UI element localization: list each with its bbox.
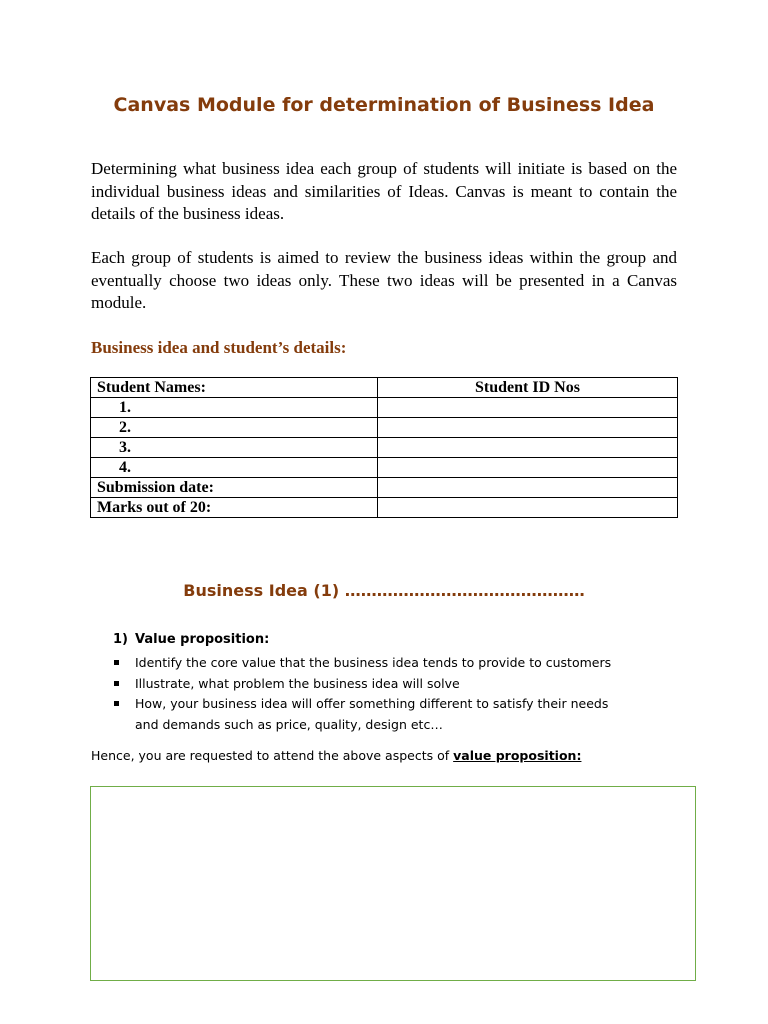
- business-idea-heading: Business Idea (1) ………………………………………: [183, 581, 585, 600]
- submission-date-cell[interactable]: [378, 478, 678, 498]
- row-label: 1.: [91, 398, 378, 418]
- submission-date-label: Submission date:: [91, 478, 378, 498]
- table-row: [91, 418, 678, 438]
- value-proposition-emphasis: value proposition:: [453, 748, 582, 763]
- value-proposition-answer-box[interactable]: [90, 786, 696, 981]
- table-row: [91, 438, 678, 458]
- intro-paragraph-2: Each group of students is aimed to review the business ideas within the group and eventually choose two ideas only. These two ideas will be presented in a Canvas module.: [91, 248, 677, 312]
- page-title: Canvas Module for determination of Business Idea: [113, 94, 655, 116]
- list-item: How, your business idea will offer something different to satisfy their needs and demands such as price, quality, design etc…: [113, 694, 633, 735]
- intro-paragraph-1: Determining what business idea each group of students will initiate is based on the individual business ideas and similarities of Ideas. Canvas is meant to contain the details of the business ideas.: [91, 159, 677, 223]
- list-number: 1): [113, 632, 128, 647]
- student-id-cell[interactable]: [378, 438, 678, 458]
- row-label: 3.: [91, 438, 378, 458]
- table-row: [91, 498, 678, 518]
- marks-cell[interactable]: [378, 498, 678, 518]
- list-item: Identify the core value that the business idea tends to provide to customers: [113, 653, 633, 674]
- row-label: 2.: [91, 418, 378, 438]
- student-names-header: Student Names:: [91, 378, 378, 398]
- list-item: Illustrate, what problem the business idea will solve: [113, 674, 633, 695]
- details-heading: Business idea and student’s details:: [91, 338, 347, 357]
- bullet-icon: [114, 681, 119, 686]
- bullet-icon: [114, 660, 119, 665]
- row-label: 4.: [91, 458, 378, 478]
- student-details-table: [90, 377, 678, 518]
- table-row: [91, 458, 678, 478]
- value-proposition-label: Value proposition:: [135, 632, 270, 647]
- bullet-icon: [114, 701, 119, 706]
- instruction-text: Hence, you are requested to attend the above aspects of value proposition:: [91, 748, 582, 763]
- table-header-row: [91, 378, 678, 398]
- table-row: [91, 398, 678, 418]
- student-id-cell[interactable]: [378, 418, 678, 438]
- student-id-header: Student ID Nos: [378, 378, 678, 398]
- student-id-cell[interactable]: [378, 458, 678, 478]
- student-id-cell[interactable]: [378, 398, 678, 418]
- value-proposition-heading: [113, 632, 269, 647]
- table-row: [91, 478, 678, 498]
- marks-label: Marks out of 20:: [91, 498, 378, 518]
- value-proposition-bullets: [113, 653, 633, 735]
